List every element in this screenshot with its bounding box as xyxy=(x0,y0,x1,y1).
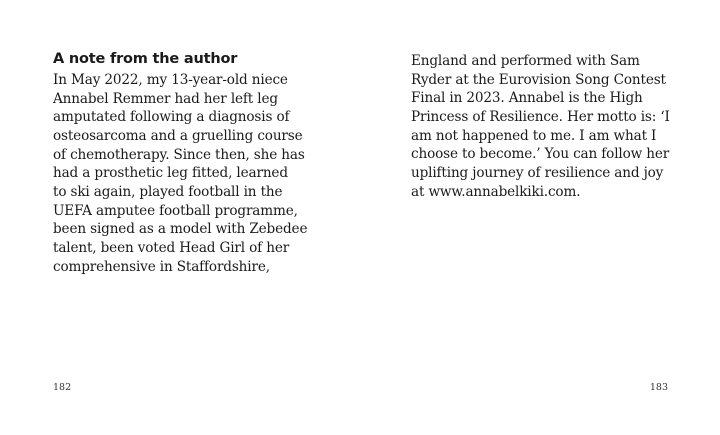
body-line: osteosarcoma and a gruelling course xyxy=(53,127,303,144)
body-line: choose to become.’ You can follow her xyxy=(411,146,670,163)
body-line: England and performed with Sam xyxy=(411,53,640,69)
body-line: of chemotherapy. Since then, she has xyxy=(53,146,305,163)
body-line: amputated following a diagnosis of xyxy=(53,109,290,126)
right-page-body xyxy=(411,52,670,201)
body-line: talent, been voted Head Girl of her xyxy=(53,239,290,256)
body-line: uplifting journey of resilience and joy xyxy=(411,164,664,181)
body-line: at www.annabelkiki.com. xyxy=(411,183,581,200)
body-line: Final in 2023. Annabel is the High xyxy=(411,90,643,107)
body-line: comprehensive in Staffordshire, xyxy=(53,258,270,275)
body-line: Ryder at the Eurovision Song Contest xyxy=(411,71,666,88)
body-line: am not happened to me. I am what I xyxy=(411,127,657,144)
section-heading: A note from the author xyxy=(53,51,238,67)
page-number-right: 183 xyxy=(649,382,668,393)
page-number-left: 182 xyxy=(53,382,72,393)
right-page xyxy=(360,0,720,435)
body-line: to ski again, played football in the xyxy=(53,183,283,200)
body-line: Annabel Remmer had her left leg xyxy=(53,90,278,107)
body-line: had a prosthetic leg fitted, learned xyxy=(53,165,288,182)
body-line: UEFA amputee football programme, xyxy=(53,202,298,219)
body-line: been signed as a model with Zebedee xyxy=(53,221,308,238)
left-page-body xyxy=(53,71,307,276)
body-line: In May 2022, my 13-year-old niece xyxy=(53,72,288,88)
body-line: Princess of Resilience. Her motto is: ‘I xyxy=(411,108,670,125)
